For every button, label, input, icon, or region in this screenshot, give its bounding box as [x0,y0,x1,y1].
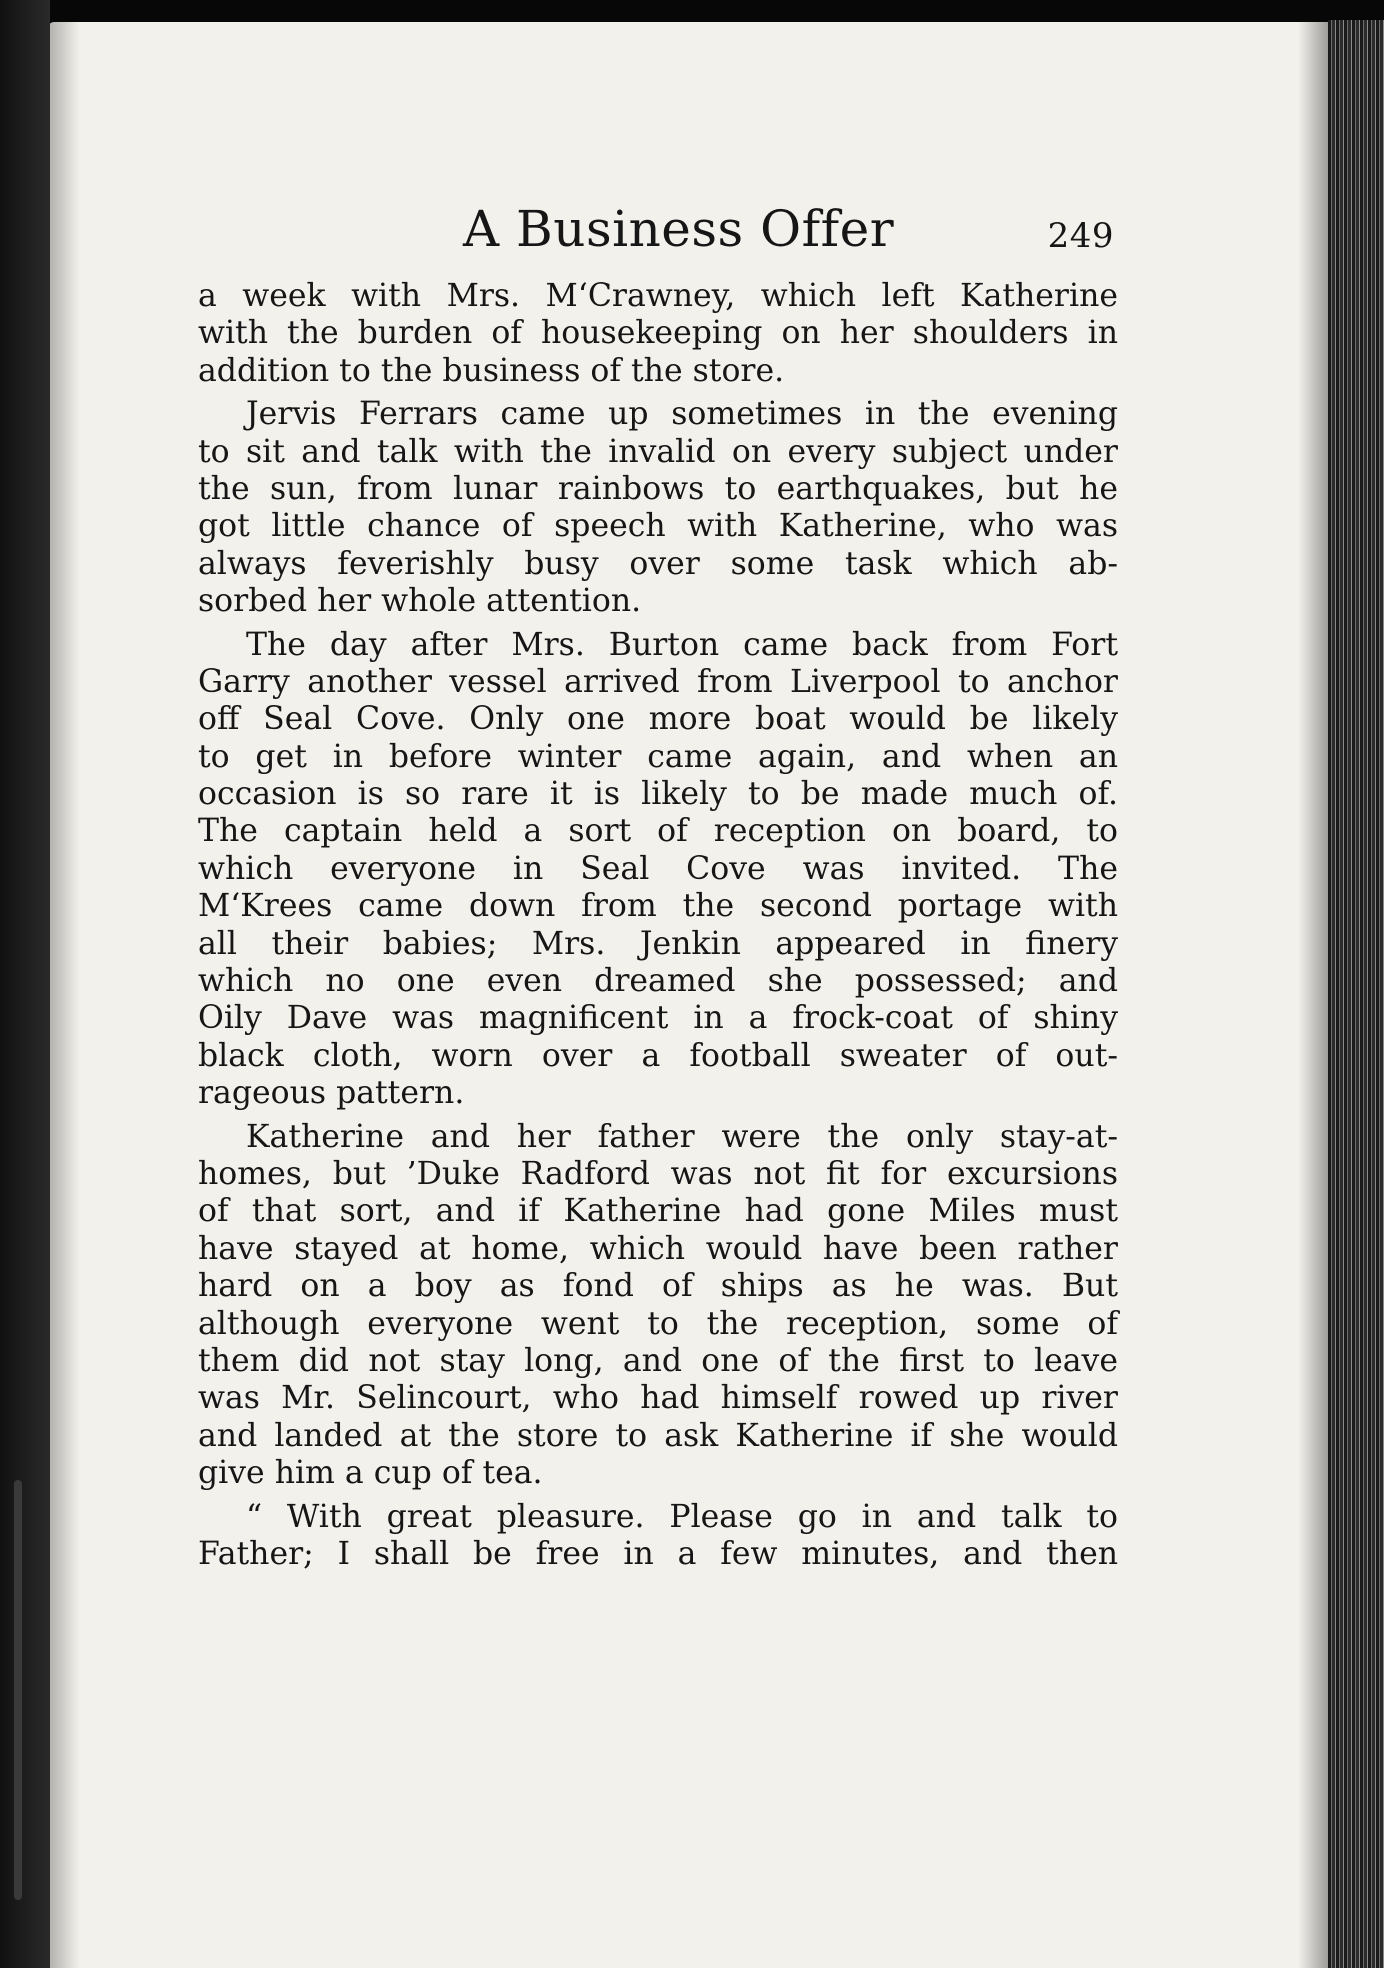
gutter-shadow [48,22,80,1968]
text-line: black cloth, worn over a football sweater of out- [198,1037,1118,1074]
page-number: 249 [1047,216,1114,256]
paragraph [198,627,1118,1113]
text-line: Father; I shall be free in a few minutes, and then [198,1535,1118,1572]
spine-highlight [14,1480,22,1900]
text-line: all their babies; Mrs. Jenkin appeared in finery [198,925,1118,962]
paragraph [198,278,1118,390]
text-line: got little chance of speech with Katherine, who was [198,508,1118,545]
text-line: although everyone went to the reception, some of [198,1305,1118,1342]
text-line: M‘Krees came down from the second portage with [198,888,1118,925]
text-line: to sit and talk with the invalid on every subject under [198,433,1118,470]
text-line: of that sort, and if Katherine had gone Miles must [198,1193,1118,1230]
text-line: The day after Mrs. Burton came back from Fort [246,626,1118,663]
text-line: Garry another vessel arrived from Liverpool to anchor [198,663,1118,700]
text-line: addition to the business of the store. [198,352,785,389]
text-line: “ With great pleasure. Please go in and talk to [246,1498,1118,1535]
text-line: a week with Mrs. M‘Crawney, which left Katherine [198,278,1118,314]
book-spine-edge [0,0,50,1968]
text-line: with the burden of housekeeping on her shoulders in [198,315,1118,352]
running-head [200,196,1120,266]
paragraph [198,1119,1118,1493]
text-line: Katherine and her father were the only stay-at- [246,1118,1118,1155]
text-line: off Seal Cove. Only one more boat would be likely [198,701,1118,738]
text-line: and landed at the store to ask Katherine if she would [198,1417,1118,1454]
text-line: which no one even dreamed she possessed; and [198,963,1118,1000]
text-line: give him a cup of tea. [198,1455,543,1492]
text-line: to get in before winter came again, and when an [198,738,1118,775]
text-line: always feverishly busy over some task which ab- [198,545,1118,582]
paragraph [198,1499,1118,1574]
body-text [198,278,1118,1579]
page-title: A Business Offer [463,200,895,258]
text-line: occasion is so rare it is likely to be made much of. [198,776,1118,813]
text-line: sorbed her whole attention. [198,583,642,620]
text-line: the sun, from lunar rainbows to earthquakes, but he [198,470,1118,507]
text-line: have stayed at home, which would have been rather [198,1230,1118,1267]
page-edge-shadow [1298,22,1328,1968]
page-stack-edge [1328,20,1384,1968]
text-line: them did not stay long, and one of the first to leave [198,1342,1118,1379]
text-line: which everyone in Seal Cove was invited. The [198,850,1118,887]
text-line: Oily Dave was magnificent in a frock-coat of shiny [198,1000,1118,1037]
text-line: The captain held a sort of reception on board, to [198,813,1118,850]
text-line: was Mr. Selincourt, who had himself rowed up river [198,1380,1118,1417]
paragraph [198,396,1118,620]
text-line: homes, but ’Duke Radford was not fit for excursions [198,1155,1118,1192]
text-line: rageous pattern. [198,1075,465,1112]
text-line: hard on a boy as fond of ships as he was. But [198,1268,1118,1305]
text-line: Jervis Ferrars came up sometimes in the evening [246,396,1118,433]
